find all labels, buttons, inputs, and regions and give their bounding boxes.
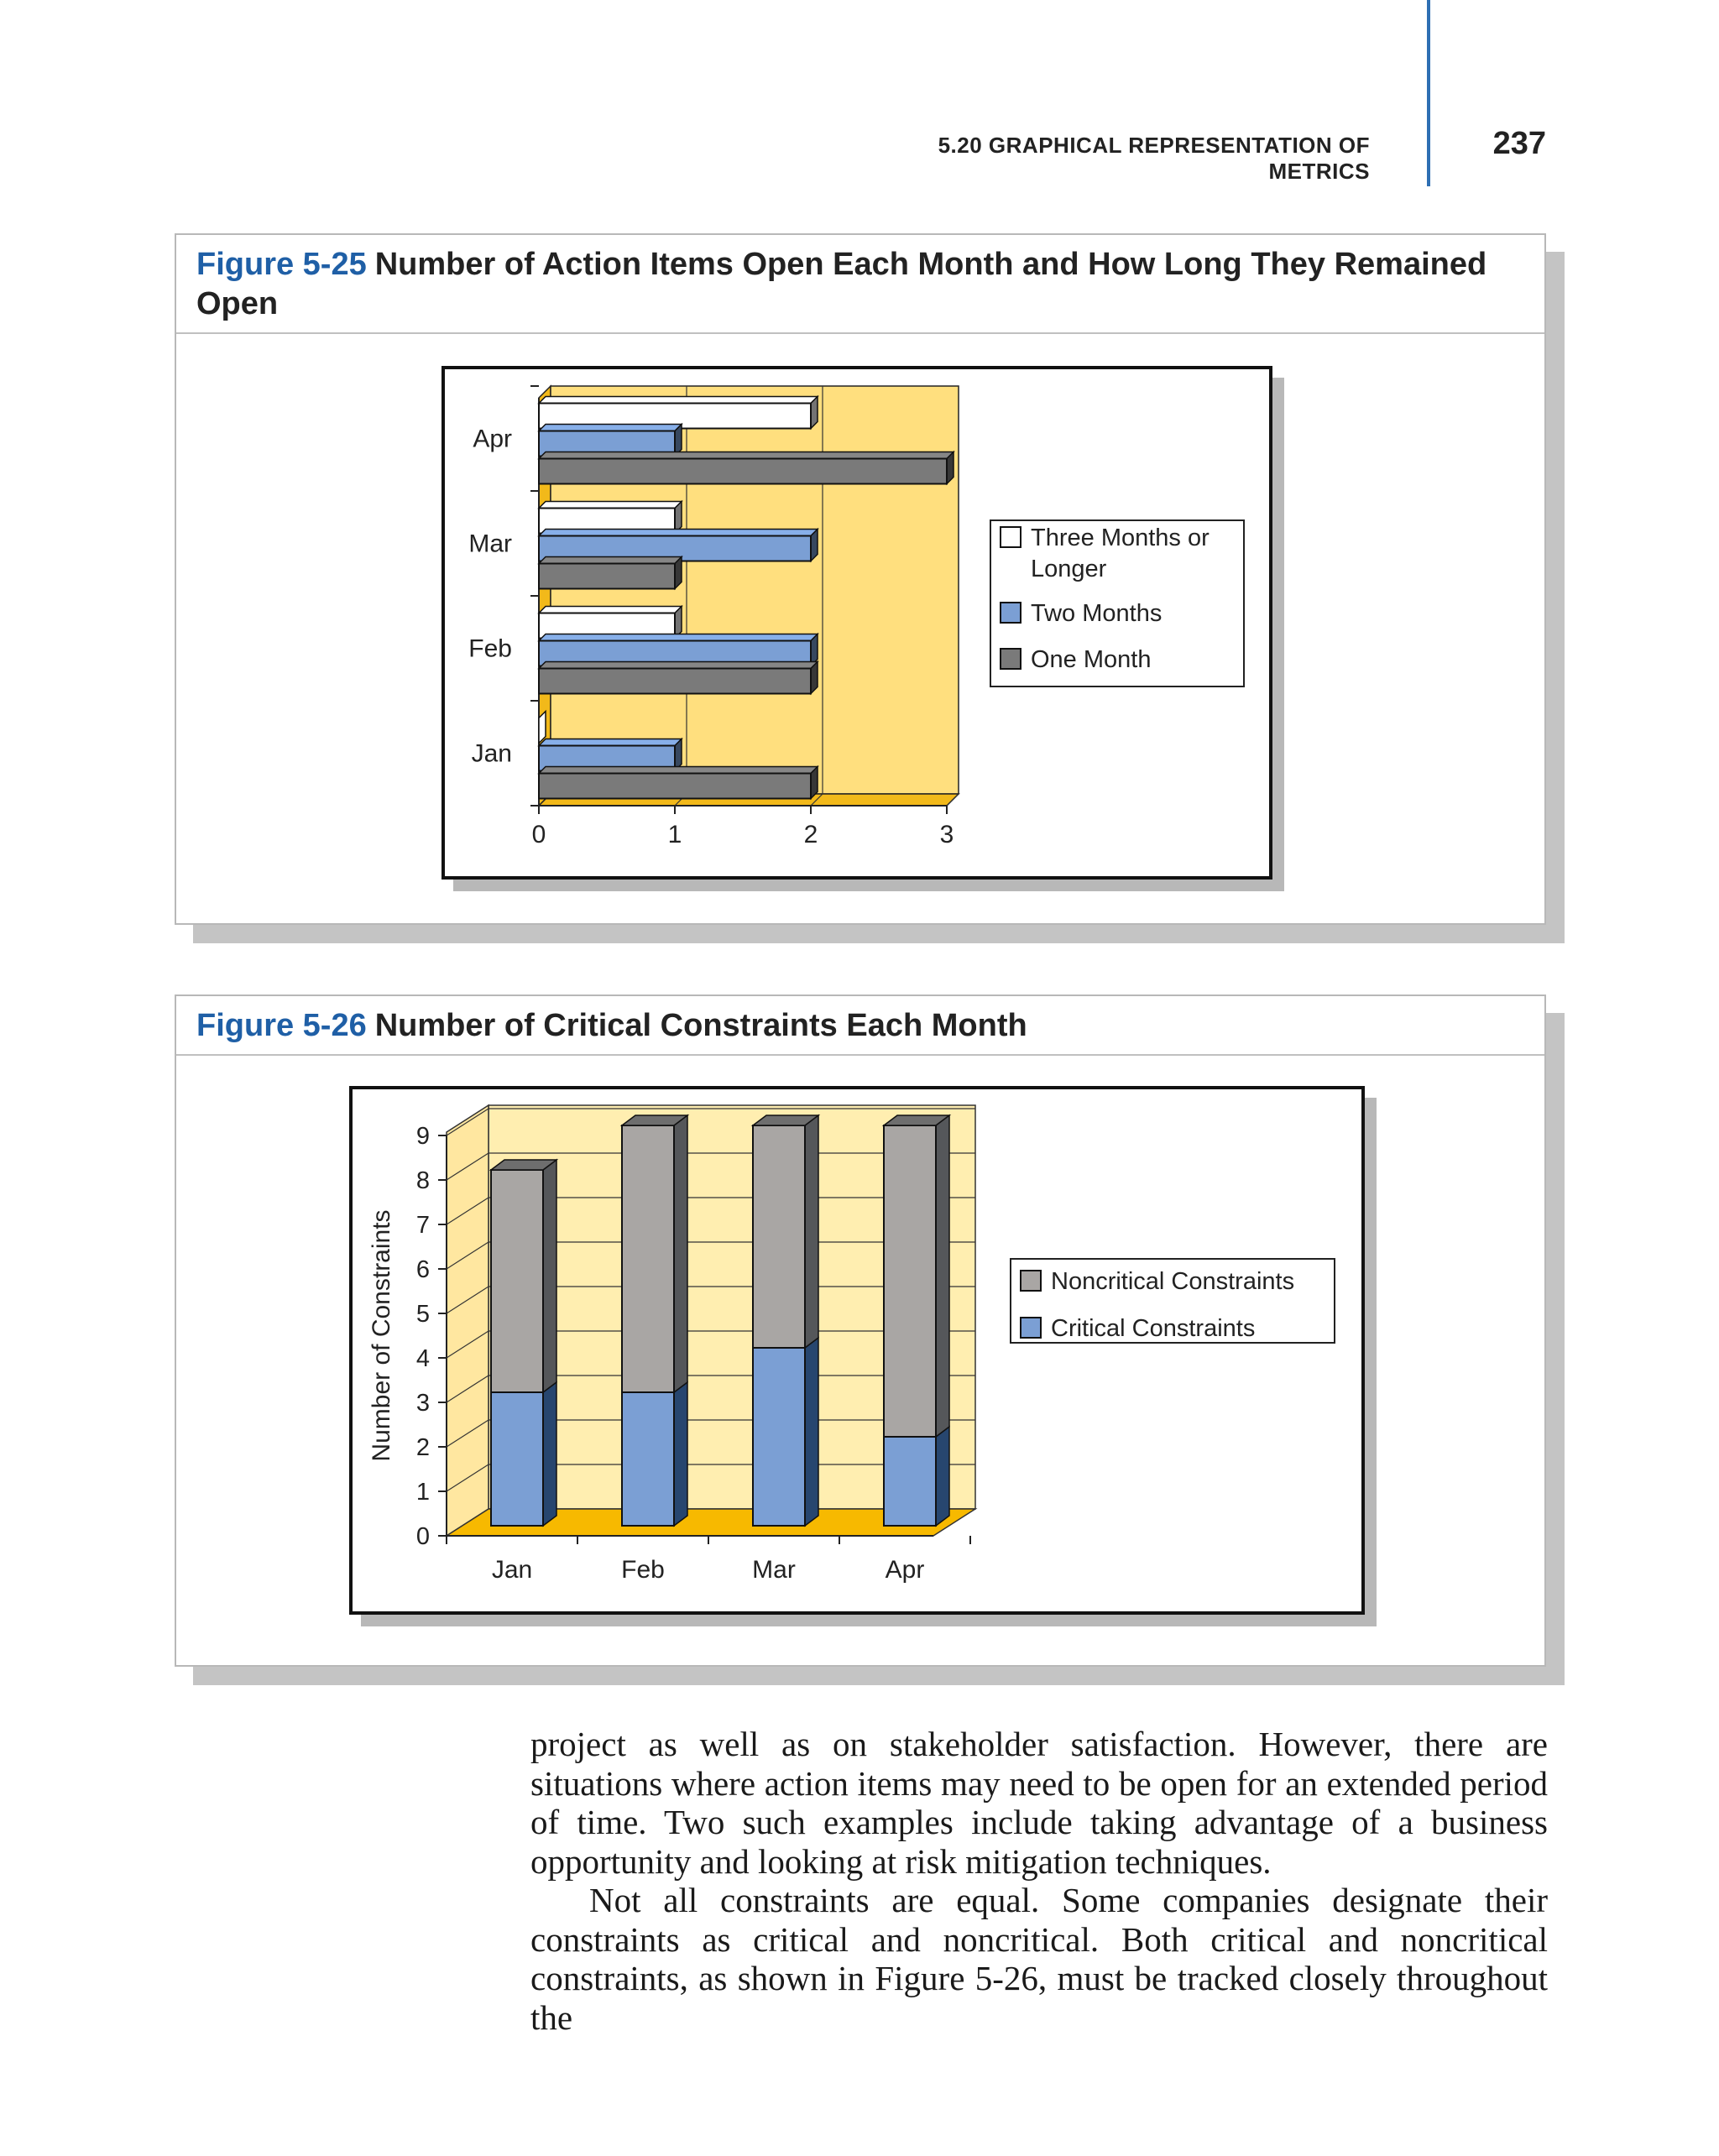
figure-number: Figure 5-25 xyxy=(196,247,367,282)
bar xyxy=(539,774,811,799)
bar-side-face xyxy=(543,1382,556,1526)
bar-top-face xyxy=(539,662,818,669)
figure-number: Figure 5-26 xyxy=(196,1008,367,1043)
y-tick-label: 1 xyxy=(415,1479,430,1506)
legend-label: Two Months xyxy=(1031,600,1163,627)
y-tick-label: 4 xyxy=(415,1345,430,1372)
bar-side-face xyxy=(936,1115,949,1437)
bar-side-face xyxy=(805,1338,818,1526)
bar-top-face xyxy=(539,397,818,404)
bar xyxy=(884,1437,936,1526)
header-rule xyxy=(1427,0,1430,186)
bar-top-face xyxy=(539,607,682,613)
legend-label: One Month xyxy=(1031,646,1152,673)
bar xyxy=(622,1392,674,1526)
y-tick-label: 9 xyxy=(415,1123,430,1150)
bar-top-face xyxy=(539,557,682,564)
y-tick-label: 0 xyxy=(415,1523,430,1550)
figure-5-26 xyxy=(175,994,1546,1667)
bar-side-face xyxy=(674,1115,687,1392)
category-label: Feb xyxy=(621,1556,665,1584)
y-tick-label: 7 xyxy=(415,1212,430,1239)
bar xyxy=(491,1392,543,1526)
bar xyxy=(539,564,675,589)
body-text xyxy=(530,1725,1548,2037)
y-tick-label: 3 xyxy=(415,1390,430,1417)
y-tick-label: 2 xyxy=(415,1434,430,1461)
bar xyxy=(753,1348,805,1526)
figure-caption xyxy=(176,235,1544,334)
bar-top-face xyxy=(539,530,818,536)
legend-swatch xyxy=(1001,527,1021,547)
x-tick-label: 2 xyxy=(803,821,818,848)
y-tick-label: 6 xyxy=(415,1256,430,1283)
bar xyxy=(539,669,811,694)
paragraph: Not all constraints are equal. Some companies designate their constraints as critical and noncritical. Both critical and noncritical constraints, as shown in Figure 5-26, must be tracked closely throughout the xyxy=(530,1881,1548,2037)
x-tick-label: 0 xyxy=(531,821,546,848)
figure-title: Number of Action Items Open Each Month and How Long They Remained Open xyxy=(196,247,1487,321)
action-items-bar-chart xyxy=(445,369,1269,876)
y-axis-label: Number of Constraints xyxy=(368,1209,395,1462)
bar-top-face xyxy=(539,767,818,774)
bar xyxy=(539,459,947,484)
chart-side-wall xyxy=(447,1105,489,1536)
category-label: Feb xyxy=(468,634,512,663)
chart-frame xyxy=(442,366,1272,880)
bar xyxy=(884,1125,936,1437)
legend-label: Critical Constraints xyxy=(1051,1315,1256,1342)
y-tick-label: 8 xyxy=(415,1167,430,1194)
bar-side-face xyxy=(543,1160,556,1392)
category-label: Mar xyxy=(752,1556,796,1584)
legend-swatch xyxy=(1021,1271,1041,1291)
category-label: Mar xyxy=(468,530,512,558)
legend-swatch xyxy=(1001,603,1021,623)
category-label: Jan xyxy=(471,739,512,768)
figure-5-25 xyxy=(175,233,1546,925)
bar-top-face xyxy=(539,502,682,509)
legend-label: Noncritical Constraints xyxy=(1051,1268,1295,1295)
y-tick-label: 5 xyxy=(415,1301,430,1328)
page-number: 237 xyxy=(1492,126,1546,161)
bar-top-face xyxy=(539,452,954,459)
bar-side-face xyxy=(674,1382,687,1526)
bar-top-face xyxy=(539,739,682,746)
chart-frame xyxy=(349,1086,1365,1615)
figure-caption xyxy=(176,996,1544,1056)
bar-side-face xyxy=(936,1427,949,1526)
bar-top-face xyxy=(539,425,682,431)
constraints-stacked-bar-chart xyxy=(353,1089,1361,1611)
bar xyxy=(491,1170,543,1392)
legend-label: Longer xyxy=(1031,556,1107,582)
legend-label: Three Months or xyxy=(1031,525,1210,551)
category-label: Jan xyxy=(491,1556,533,1584)
legend-swatch xyxy=(1001,649,1021,669)
legend-swatch xyxy=(1021,1318,1041,1338)
x-tick-label: 3 xyxy=(939,821,954,848)
figure-title: Number of Critical Constraints Each Month xyxy=(374,1008,1027,1043)
x-tick-label: 1 xyxy=(667,821,682,848)
bar xyxy=(753,1125,805,1348)
category-label: Apr xyxy=(473,425,512,453)
category-label: Apr xyxy=(885,1556,925,1584)
bar-top-face xyxy=(539,634,818,641)
running-head: 5.20 GRAPHICAL REPRESENTATION OF METRICS xyxy=(938,133,1370,184)
bar-side-face xyxy=(805,1115,818,1348)
bar xyxy=(622,1125,674,1392)
paragraph: project as well as on stakeholder satisfaction. However, there are situations where action items may need to be open for an extended period of time. Two such examples include taking advantage of a business opportunity and looking at risk mitigation techniques. xyxy=(530,1725,1548,1881)
